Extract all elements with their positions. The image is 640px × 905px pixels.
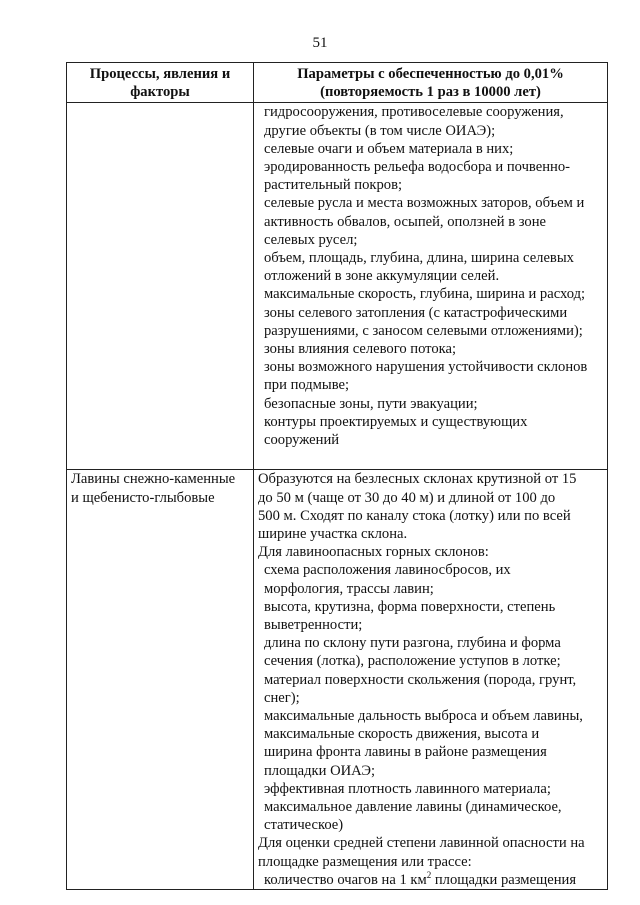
- process-cell: [67, 103, 254, 470]
- param-line: растительный покров;: [264, 177, 403, 194]
- param-line: длина по склону пути разгона, глубина и форма: [264, 635, 561, 652]
- param-line: максимальное давление лавины (динамическое,: [264, 799, 562, 816]
- param-line: площадки ОИАЭ;: [264, 762, 376, 779]
- param-line: безопасные зоны, пути эвакуации;: [264, 395, 478, 412]
- table-header-row: [67, 63, 608, 103]
- param-text: количество очагов на 1 км: [264, 871, 427, 888]
- params-cell: [254, 470, 608, 890]
- param-line: материал поверхности скольжения (порода, грунт,: [264, 671, 577, 688]
- header-line: Процессы, явления и: [89, 66, 231, 82]
- param-line: Для лавиноопасных горных склонов:: [258, 544, 489, 561]
- param-line: зоны возможного нарушения устойчивости склонов: [264, 359, 588, 376]
- param-line: снег);: [264, 689, 300, 706]
- header-processes: [67, 63, 254, 103]
- header-line: (повторяемость 1 раз в 10000 лет): [320, 84, 541, 101]
- header-line: Параметры с обеспеченностью до 0,01%: [297, 66, 564, 82]
- superscript: 2: [426, 870, 432, 881]
- param-line: эффективная плотность лавинного материала;: [264, 780, 551, 797]
- param-line: зоны влияния селевого потока;: [264, 341, 457, 358]
- document-table: [66, 62, 608, 890]
- param-line: селевые очаги и объем материала в них;: [264, 140, 514, 157]
- param-line: до 50 м (чаще от 30 до 40 м) и длиной от 100 до: [258, 489, 556, 506]
- param-line: другие объекты (в том числе ОИАЭ);: [264, 122, 496, 139]
- param-line: морфология, трассы лавин;: [264, 580, 434, 597]
- param-line: статическое): [264, 817, 344, 834]
- param-line: ширина фронта лавины в районе размещения: [264, 744, 547, 761]
- param-line: максимальные скорость, глубина, ширина и расход;: [264, 286, 586, 303]
- param-line: сечения (лотка), расположение уступов в лотке;: [264, 653, 561, 670]
- params-cell: [254, 103, 608, 470]
- table-row: [67, 470, 608, 890]
- process-line: и щебенисто-глыбовые: [71, 489, 215, 506]
- param-line: зоны селевого затопления (с катастрофическими: [264, 304, 568, 321]
- param-line: площадке размещения или трассе:: [258, 853, 472, 870]
- param-line: гидросооружения, противоселевые сооружения,: [264, 104, 564, 121]
- param-line: выветренности;: [264, 617, 363, 634]
- param-line: отложений в зоне аккумуляции селей.: [264, 268, 500, 285]
- param-line: активность обвалов, осыпей, оползней в зоне: [264, 213, 547, 230]
- param-line: селевые русла и места возможных заторов, объем и: [264, 195, 585, 212]
- param-text: площадки размещения: [431, 871, 577, 888]
- header-line: факторы: [130, 84, 190, 101]
- param-line: Для оценки средней степени лавинной опасности на: [258, 835, 585, 852]
- param-line: эродированность рельефа водосбора и почвенно-: [264, 159, 570, 176]
- process-line: Лавины снежно-каменные: [71, 471, 236, 488]
- param-line: 500 м. Сходят по каналу стока (лотку) или по всей: [258, 507, 571, 524]
- param-line: ширине участка склона.: [258, 526, 408, 543]
- process-cell: [67, 470, 254, 890]
- param-line: контуры проектируемых и существующих: [264, 413, 528, 430]
- param-line: [258, 871, 603, 889]
- param-line: максимальные скорость движения, высота и: [264, 726, 540, 743]
- param-line: схема расположения лавиносбросов, их: [264, 562, 511, 579]
- param-line: объем, площадь, глубина, длина, ширина селевых: [264, 250, 574, 267]
- page-number: 51: [312, 35, 328, 51]
- header-parameters: [254, 63, 608, 103]
- param-line: высота, крутизна, форма поверхности, степень: [264, 598, 556, 615]
- param-line: максимальные дальность выброса и объем лавины,: [264, 708, 583, 725]
- param-line: при подмыве;: [264, 377, 350, 394]
- param-line: селевых русел;: [264, 231, 358, 248]
- param-line: сооружений: [264, 432, 340, 449]
- table-row: [67, 103, 608, 470]
- param-line: разрушениями, с заносом селевыми отложениями);: [264, 322, 583, 339]
- param-line: Образуются на безлесных склонах крутизной от 15: [258, 471, 577, 488]
